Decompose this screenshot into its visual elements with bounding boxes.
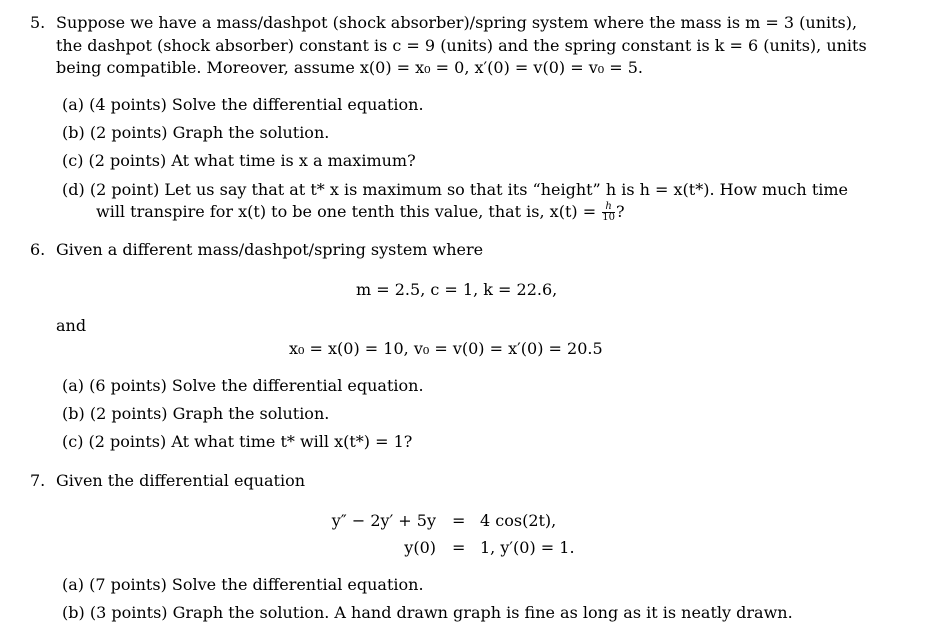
part-text-2: will transpire for x(t) to be one tenth this value, that is, x(t) = — [96, 202, 602, 221]
part-text: (2 point) Let us say that at t* x is maximum so that its “height” h is h = x(t*). How much time — [89, 180, 848, 199]
problem-7-equation-lhs-2: y(0) — [404, 538, 436, 557]
question-mark: ? — [615, 202, 625, 221]
part-label: (a) — [62, 376, 85, 395]
part-label: (b) — [62, 404, 85, 423]
problem-6-part-b — [62, 404, 329, 424]
fraction-denominator: 10 — [602, 212, 615, 223]
part-label: (c) — [62, 151, 84, 170]
problem-5-part-d — [62, 180, 848, 200]
fraction-numerator: h — [602, 202, 615, 213]
part-text: (3 points) Graph the solution. A hand drawn graph is fine as long as it is neatly drawn. — [89, 603, 793, 622]
problem-5-part-b — [62, 123, 329, 143]
problem-5-part-c — [62, 151, 416, 171]
problem-6-intro: Given a different mass/dashpot/spring system where — [56, 240, 484, 259]
part-text: (2 points) Graph the solution. — [89, 123, 330, 142]
part-text: (2 points) At what time is x a maximum? — [88, 151, 416, 170]
problem-7-equals-1: = — [452, 511, 466, 530]
problem-5-intro-line-2: the dashpot (shock absorber) constant is c = 9 (units) and the spring constant is k = 6 (units), units — [56, 36, 867, 55]
problem-6-equation-1: m = 2.5, c = 1, k = 22.6, — [356, 280, 558, 299]
problem-6-number: 6. — [30, 240, 46, 259]
problem-7-equals-2: = — [452, 538, 466, 557]
problem-7-part-a — [62, 575, 424, 595]
problem-7-part-b — [62, 603, 793, 623]
problem-5-number: 5. — [30, 13, 46, 32]
problem-5-intro-line-1: Suppose we have a mass/dashpot (shock absorber)/spring system where the mass is m = 3 (units), — [56, 13, 858, 32]
part-text: (2 points) Graph the solution. — [89, 404, 330, 423]
part-label: (a) — [62, 95, 85, 114]
part-text: (6 points) Solve the differential equation. — [89, 376, 424, 395]
problem-6-and: and — [56, 316, 87, 335]
problem-5-part-a — [62, 95, 424, 115]
part-label: (b) — [62, 123, 85, 142]
problem-7-equation-rhs-2: 1, y′(0) = 1. — [480, 538, 575, 557]
problem-5-part-d-continued — [96, 202, 625, 223]
problem-7-equation-rhs-1: 4 cos(2t), — [480, 511, 557, 530]
part-label: (a) — [62, 575, 85, 594]
problem-7-intro: Given the differential equation — [56, 471, 306, 490]
problem-6-part-a — [62, 376, 424, 396]
problem-7-equation-lhs-1: y″ − 2y′ + 5y — [331, 511, 436, 530]
problem-6-equation-2: x₀ = x(0) = 10, v₀ = v(0) = x′(0) = 20.5 — [289, 339, 603, 358]
part-label: (d) — [62, 180, 85, 199]
problem-5-intro-line-3: being compatible. Moreover, assume x(0) = x₀ = 0, x′(0) = v(0) = v₀ = 5. — [56, 58, 643, 77]
fraction-h-over-10 — [602, 202, 615, 223]
problem-7-number: 7. — [30, 471, 46, 490]
part-text: (4 points) Solve the differential equation. — [89, 95, 424, 114]
part-label: (b) — [62, 603, 85, 622]
part-label: (c) — [62, 432, 84, 451]
problem-6-part-c — [62, 432, 412, 452]
part-text: (7 points) Solve the differential equation. — [89, 575, 424, 594]
part-text: (2 points) At what time t* will x(t*) = 1? — [88, 432, 413, 451]
